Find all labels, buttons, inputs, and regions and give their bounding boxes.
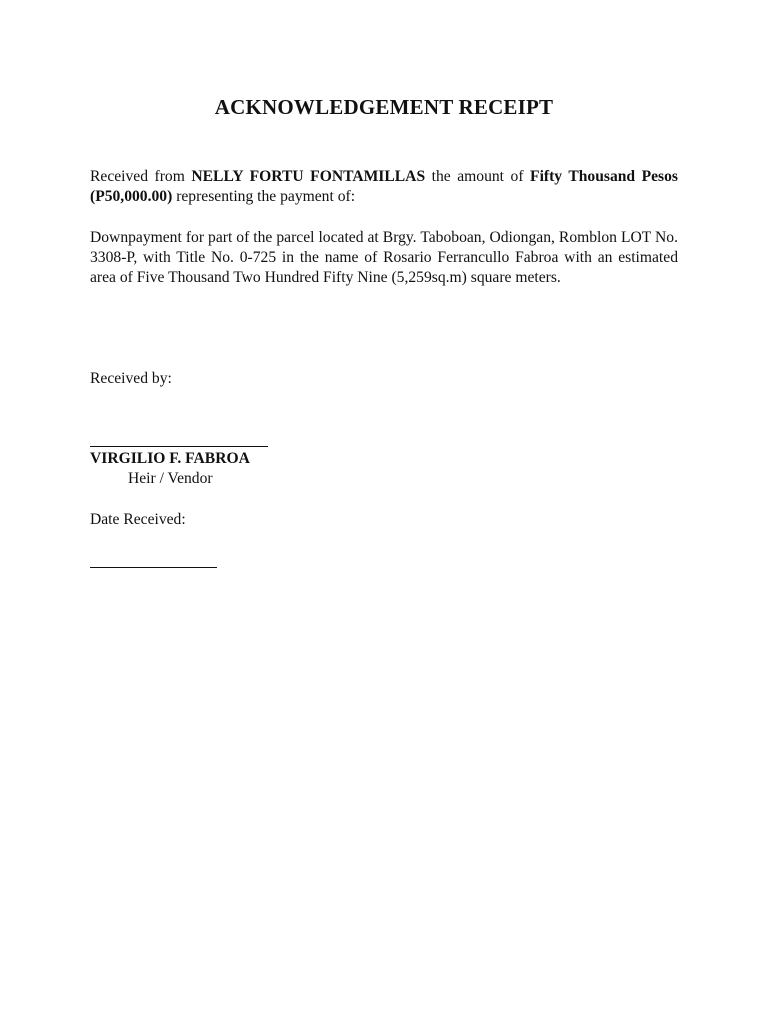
- payer-name: NELLY FORTU FONTAMILLAS: [191, 168, 426, 185]
- signer-name: VIRGILIO F. FABROA: [90, 450, 250, 467]
- received-from-text: Received from: [90, 168, 192, 185]
- document-title: ACKNOWLEDGEMENT RECEIPT: [214, 95, 554, 119]
- amount-prefix-text: the amount of: [425, 168, 531, 185]
- received-by-label: Received by:: [90, 370, 172, 387]
- purpose-text: representing the payment of:: [172, 188, 356, 205]
- document-page: [90, 0, 678, 1024]
- date-received-label: Date Received:: [90, 511, 186, 528]
- signer-role: Heir / Vendor: [128, 470, 213, 487]
- amount-words: Fifty Thousand Pesos (P50,000.00): [90, 168, 678, 205]
- signature-line: [90, 446, 268, 447]
- receipt-statement: [90, 167, 678, 207]
- payment-description: Downpayment for part of the parcel located at Brgy. Taboboan, Odiongan, Romblon LOT No. 3308-P, with Title No. 0-725 in the name of Rosario Ferrancullo Fabroa with an estimated area of Five Thousand Two Hundred Fifty Nine (5,259sq.m) square meters.: [90, 229, 678, 286]
- date-line: [90, 567, 217, 568]
